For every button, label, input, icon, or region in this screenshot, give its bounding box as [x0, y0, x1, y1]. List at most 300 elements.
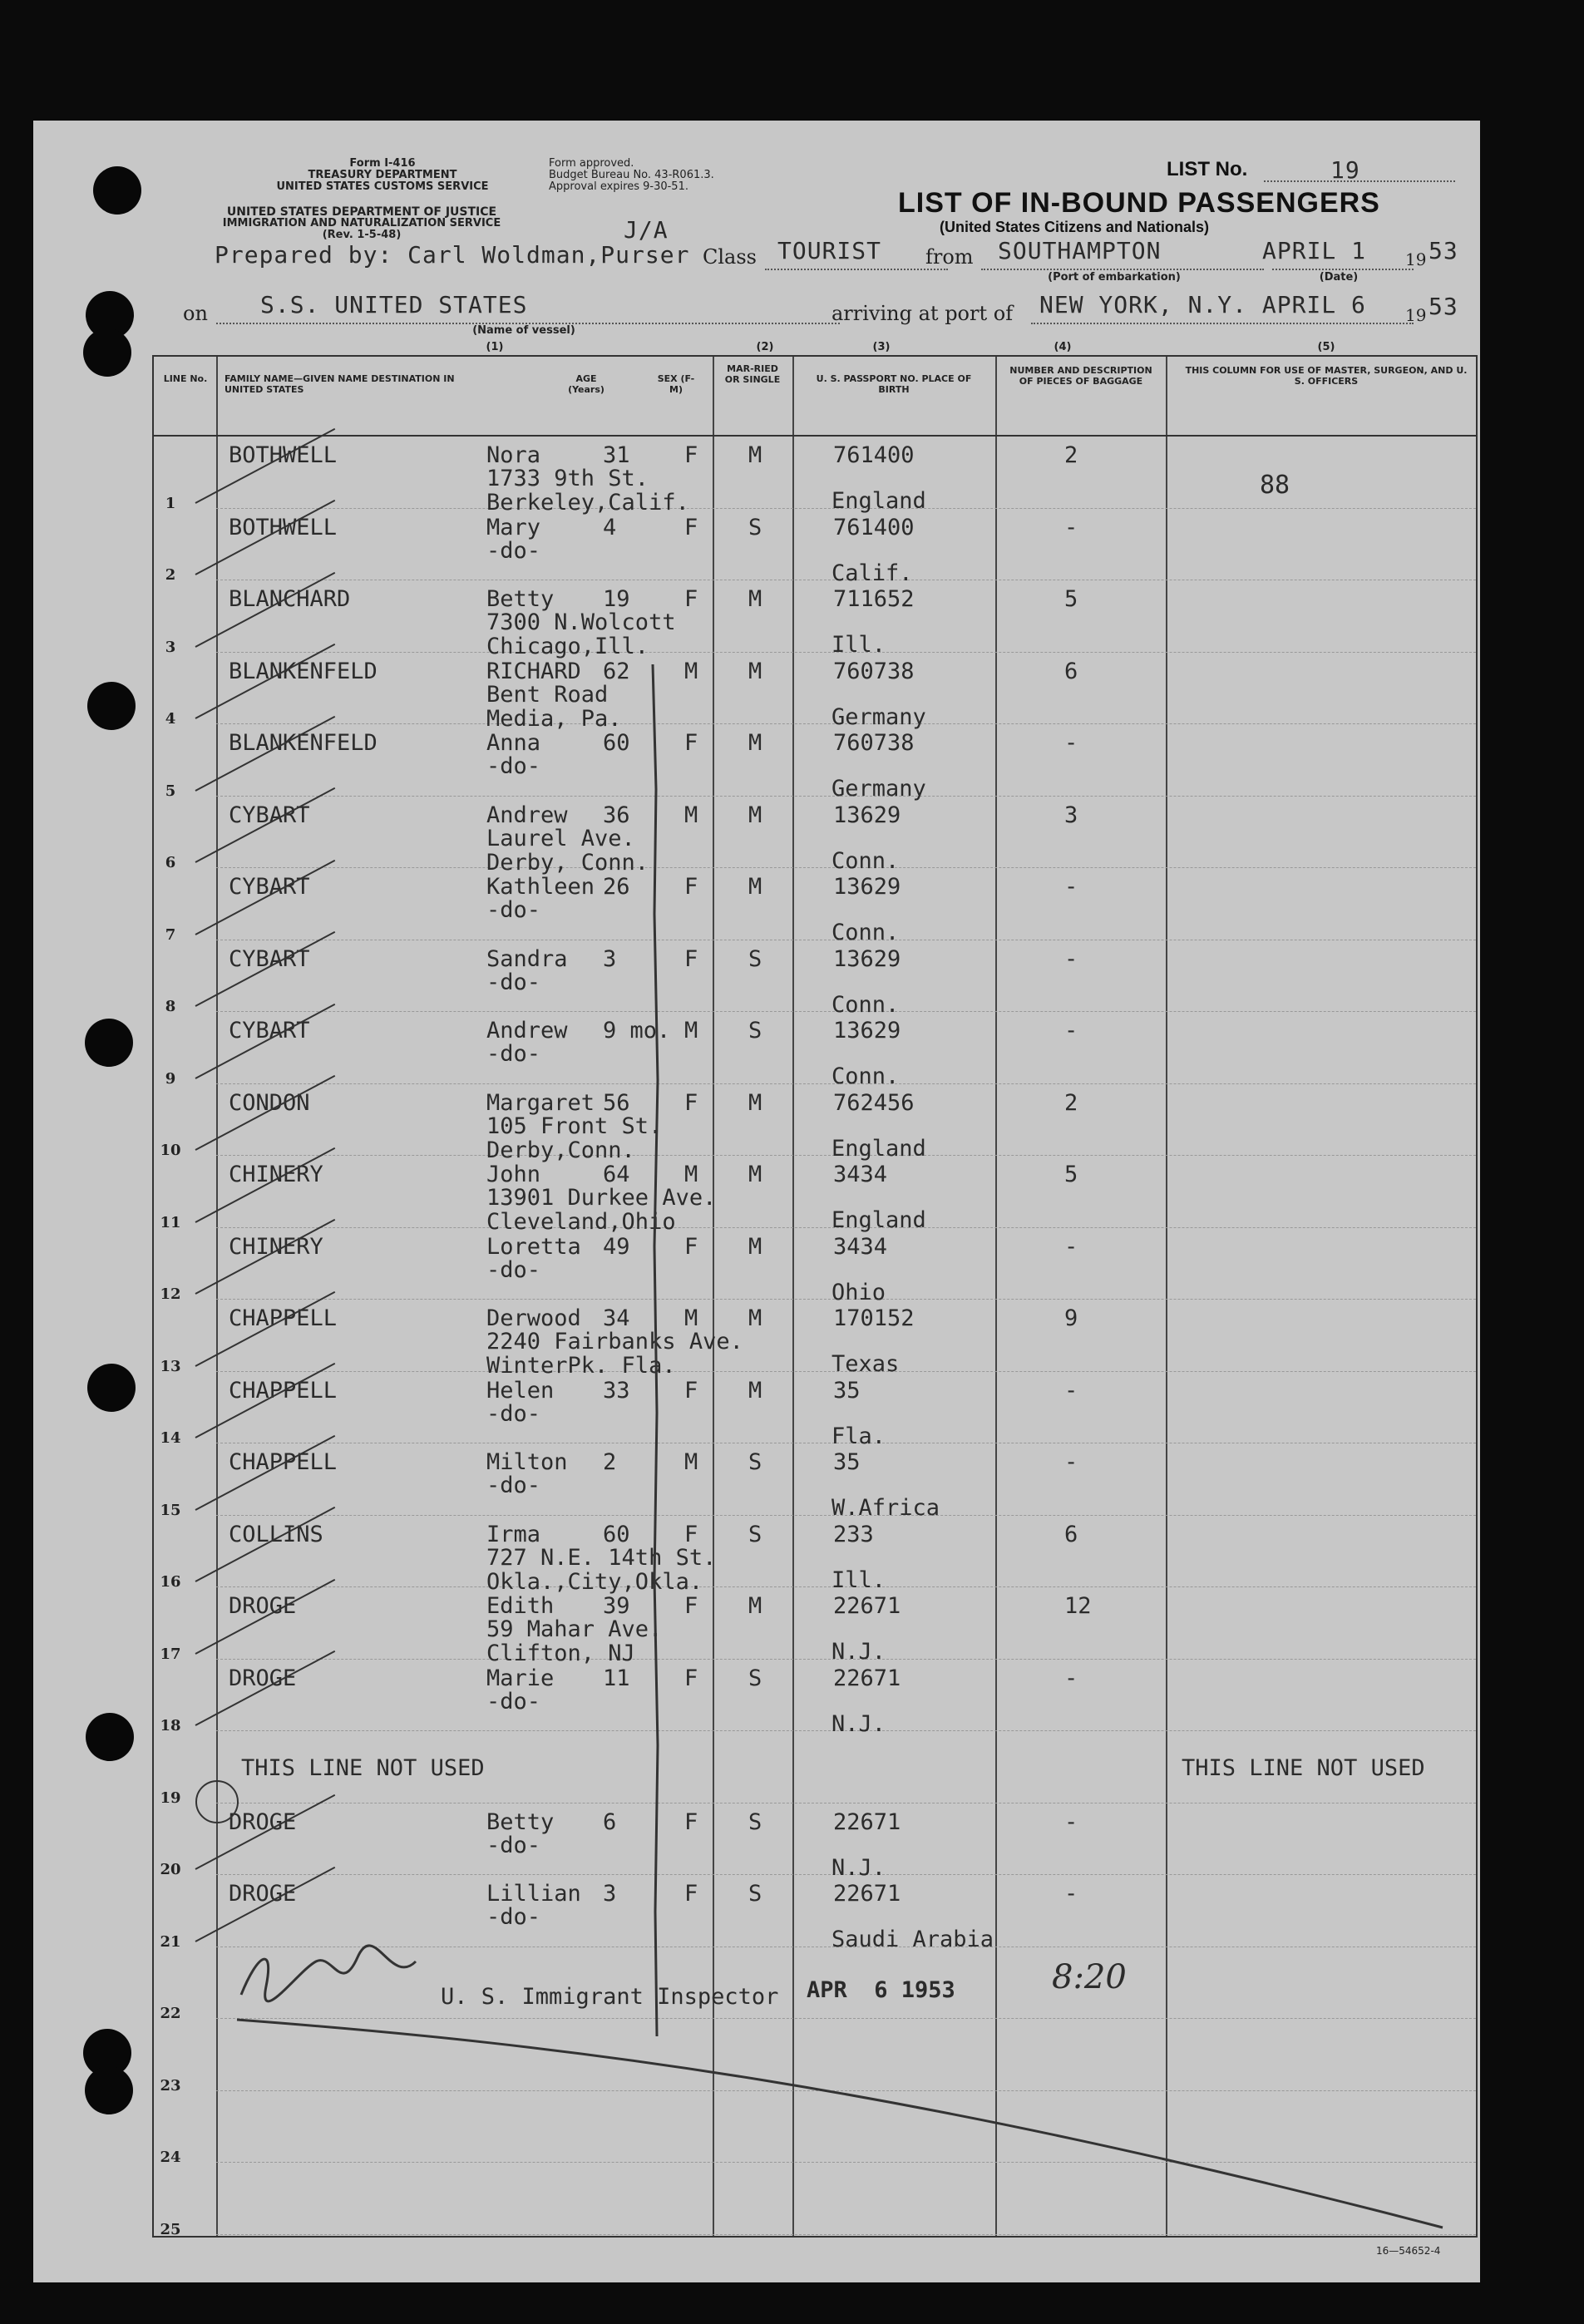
family-name: CYBART	[229, 802, 310, 828]
family-name: DROGE	[229, 1593, 297, 1619]
age: 60	[603, 1521, 630, 1547]
vessel-name: S.S. UNITED STATES	[260, 291, 528, 318]
date-line	[1272, 269, 1414, 270]
approval-line: Approval expires 9-30-51.	[549, 180, 688, 193]
baggage-count: -	[1064, 514, 1078, 540]
passport-number: 13629	[833, 945, 901, 972]
check-mark	[195, 1075, 336, 1151]
passport-number: 233	[833, 1521, 874, 1547]
from-line	[981, 269, 1264, 270]
check-mark	[195, 1578, 336, 1654]
age: 6	[603, 1808, 617, 1835]
family-name: DROGE	[229, 1808, 297, 1835]
approval-line: Form approved.	[549, 157, 634, 170]
passport-number: 35	[833, 1449, 861, 1475]
line-19-circle	[195, 1780, 239, 1823]
sex: M	[684, 1018, 698, 1044]
passport-number: 13629	[833, 1018, 901, 1044]
passport-number: 760738	[833, 730, 915, 756]
footer-code: 16—54652-4	[1376, 2245, 1441, 2257]
inspector-caption: U. S. Immigrant Inspector	[441, 1984, 779, 2010]
birthplace: Germany	[831, 703, 926, 730]
family-name: CHAPPELL	[229, 1305, 338, 1331]
birthplace: N.J.	[831, 1710, 886, 1737]
line-not-used-left: THIS LINE NOT USED	[241, 1755, 485, 1781]
passport-number: 170152	[833, 1305, 915, 1331]
given-name: Kathleen	[486, 874, 595, 900]
marital-status: S	[748, 514, 762, 540]
punch-hole	[87, 682, 136, 730]
birthplace: Conn.	[831, 1063, 900, 1089]
table-row	[154, 509, 1476, 586]
approval-line: Budget Bureau No. 43-R061.3.	[549, 169, 714, 181]
table-row	[154, 653, 1476, 732]
class-line	[765, 269, 948, 270]
marital-status: S	[748, 945, 762, 972]
embark-port: SOUTHAMPTON	[998, 237, 1162, 264]
sex: F	[684, 1377, 698, 1404]
destination: -do-	[486, 1256, 541, 1283]
birthplace: Conn.	[831, 920, 900, 945]
punch-hole	[93, 166, 141, 215]
line-number: 18	[160, 1717, 181, 1734]
baggage-count: -	[1064, 1881, 1078, 1907]
line-number: 8	[165, 998, 176, 1015]
on-label: on	[183, 302, 208, 325]
family-name: CHAPPELL	[229, 1377, 338, 1404]
marital-status: M	[748, 1233, 762, 1260]
line-number: 3	[165, 638, 176, 656]
line-number: 17	[160, 1645, 181, 1663]
table-row	[154, 724, 1476, 802]
birthplace: Germany	[831, 776, 926, 802]
table-row	[154, 797, 1476, 876]
marital-status: M	[748, 442, 762, 468]
line-number: 25	[160, 2220, 181, 2238]
sex: M	[684, 1162, 698, 1187]
given-name: Milton	[486, 1449, 568, 1475]
given-name: Loretta	[486, 1233, 581, 1260]
col-line-header: LINE No.	[163, 373, 208, 384]
age: 34	[603, 1305, 630, 1331]
birthplace: Calif.	[831, 560, 913, 586]
given-name: Nora	[486, 442, 541, 468]
marital-status: M	[748, 1593, 762, 1619]
class-value: TOURIST	[777, 237, 882, 264]
service-name: UNITED STATES CUSTOMS SERVICE	[276, 180, 489, 193]
sex: F	[684, 1521, 698, 1547]
check-mark	[195, 859, 336, 935]
age: 56	[603, 1089, 630, 1116]
officer-note: 88	[1260, 471, 1290, 500]
line-number: 12	[160, 1285, 181, 1303]
family-name: CYBART	[229, 945, 310, 972]
col-number-5: (5)	[1317, 341, 1335, 353]
check-mark	[195, 1003, 336, 1078]
class-label: Class	[703, 245, 757, 269]
line-number: 15	[160, 1501, 181, 1519]
punch-hole	[87, 1364, 136, 1412]
table-row	[154, 868, 1476, 945]
destination: -do-	[486, 753, 541, 779]
line-number: 20	[160, 1861, 181, 1878]
table-row	[154, 940, 1476, 1018]
destination: 13901 Durkee Ave. Cleveland,Ohio	[486, 1185, 717, 1235]
sex: M	[684, 658, 698, 684]
baggage-count: -	[1064, 1018, 1078, 1044]
baggage-count: -	[1064, 1233, 1078, 1260]
sex: M	[684, 1449, 698, 1475]
baggage-count: -	[1064, 874, 1078, 900]
passport-number: 22671	[833, 1593, 901, 1619]
punch-hole	[86, 1713, 134, 1761]
sex: M	[684, 802, 698, 828]
given-name: Derwood	[486, 1305, 581, 1331]
sex: F	[684, 945, 698, 972]
punch-hole	[85, 2066, 133, 2114]
given-name: RICHARD	[486, 658, 581, 684]
destination: 2240 Fairbanks Ave. WinterPk. Fla.	[486, 1329, 743, 1379]
age: 60	[603, 730, 630, 756]
destination: 7300 N.Wolcott Chicago,Ill.	[486, 609, 676, 659]
col-number-4: (4)	[1054, 341, 1072, 353]
baggage-count: 6	[1064, 658, 1078, 684]
table-row	[154, 1587, 1476, 1666]
col-passport-header: U. S. PASSPORT NO. PLACE OF BIRTH	[816, 373, 972, 395]
passport-number: 761400	[833, 442, 915, 468]
col-number-2: (2)	[756, 341, 774, 353]
baggage-count: 12	[1064, 1593, 1092, 1619]
age: 64	[603, 1162, 630, 1187]
birthplace: England	[831, 1135, 926, 1162]
baggage-count: 5	[1064, 1162, 1078, 1187]
marital-status: M	[748, 874, 762, 900]
table-row	[154, 1372, 1476, 1449]
family-name: BOTHWELL	[229, 442, 338, 468]
family-name: CONDON	[229, 1089, 310, 1116]
age: 11	[603, 1665, 630, 1691]
col-age-header: AGE (Years)	[568, 373, 604, 395]
table-row	[154, 1443, 1476, 1521]
family-name: BLANCHARD	[229, 586, 351, 612]
col-married-header: MAR-RIED OR SINGLE	[724, 363, 781, 385]
punch-hole	[85, 1019, 133, 1067]
passport-number: 762456	[833, 1089, 915, 1116]
line-number: 7	[165, 925, 176, 944]
passport-number: 22671	[833, 1808, 901, 1835]
destination: 105 Front St. Derby,Conn.	[486, 1113, 663, 1163]
destination: -do-	[486, 1832, 541, 1858]
family-name: COLLINS	[229, 1521, 323, 1547]
passport-number: 3434	[833, 1162, 888, 1187]
vessel-caption: (Name of vessel)	[472, 324, 575, 337]
line-number: 10	[160, 1142, 181, 1159]
family-name: BOTHWELL	[229, 514, 338, 540]
col-number-3: (3)	[872, 341, 891, 353]
table-row	[154, 1228, 1476, 1305]
given-name: Betty	[486, 586, 555, 612]
marital-status: M	[748, 1305, 762, 1331]
line-number: 9	[165, 1069, 176, 1088]
check-mark	[195, 1650, 336, 1726]
baggage-count: -	[1064, 1449, 1078, 1475]
marital-status: M	[748, 730, 762, 756]
age: 49	[603, 1233, 630, 1260]
port-caption: (Port of embarkation)	[1048, 271, 1181, 284]
sex: F	[684, 1808, 698, 1835]
year-prefix-2: 19	[1405, 305, 1427, 325]
passport-number: 22671	[833, 1881, 901, 1907]
col-baggage-header: NUMBER AND DESCRIPTION OF PIECES OF BAGGAGE	[1009, 365, 1152, 387]
family-name: DROGE	[229, 1665, 297, 1691]
birthplace: Fla.	[831, 1423, 886, 1449]
given-name: Anna	[486, 730, 541, 756]
birthplace: Ill.	[831, 632, 886, 658]
bracket-mark	[644, 664, 669, 2036]
line-number: 14	[160, 1429, 181, 1447]
marital-status: S	[748, 1521, 762, 1547]
passport-number: 761400	[833, 514, 915, 540]
table-row	[154, 1084, 1476, 1163]
table-row	[154, 580, 1476, 659]
diagonal-cancel-line	[154, 1995, 1476, 2244]
handwritten-time: 8:20	[1052, 1958, 1127, 1996]
baggage-count: -	[1064, 1808, 1078, 1835]
sex: F	[684, 586, 698, 612]
line-number: 1	[165, 494, 176, 512]
date-caption: (Date)	[1319, 271, 1359, 284]
age: 31	[603, 442, 630, 468]
form-header-left	[233, 158, 532, 193]
line-number: 24	[160, 2149, 181, 2166]
sex: F	[684, 1089, 698, 1116]
family-name: CYBART	[229, 1018, 310, 1044]
given-name: Irma	[486, 1521, 541, 1547]
col-name-header: FAMILY NAME—GIVEN NAME DESTINATION IN UNITED STATES	[225, 373, 455, 395]
table-row	[154, 1516, 1476, 1595]
birthplace: N.J.	[831, 1854, 886, 1881]
baggage-count: 2	[1064, 442, 1078, 468]
marital-status: S	[748, 1808, 762, 1835]
line-number: 11	[160, 1213, 181, 1231]
line-number: 4	[165, 710, 176, 728]
marital-status: S	[748, 1665, 762, 1691]
baggage-count: 6	[1064, 1521, 1078, 1547]
destination: -do-	[486, 1041, 541, 1067]
passport-number: 760738	[833, 658, 915, 684]
family-name: BLANKENFELD	[229, 730, 377, 756]
age: 33	[603, 1377, 630, 1404]
col-sex-header: SEX (F-M)	[657, 373, 695, 395]
marital-status: M	[748, 658, 762, 684]
passport-number: 3434	[833, 1233, 888, 1260]
given-name: Andrew	[486, 802, 568, 828]
destination: 1733 9th St. Berkeley,Calif.	[486, 466, 689, 516]
table-row	[154, 1300, 1476, 1379]
baggage-count: 2	[1064, 1089, 1078, 1116]
passport-number: 22671	[833, 1665, 901, 1691]
arrival-stamp: APR 6 1953	[807, 1977, 955, 2003]
col-number-1: (1)	[486, 341, 504, 353]
line-number: 5	[165, 782, 176, 800]
family-name: CHINERY	[229, 1162, 323, 1187]
family-name: BLANKENFELD	[229, 658, 377, 684]
sex: F	[684, 874, 698, 900]
passport-number: 711652	[833, 586, 915, 612]
birthplace: Saudi Arabia	[831, 1927, 994, 1952]
revision: (Rev. 1-5-48)	[322, 229, 402, 241]
baggage-count: 5	[1064, 586, 1078, 612]
passport-number: 13629	[833, 802, 901, 828]
table-row	[154, 1012, 1476, 1089]
list-number-label: LIST No.	[1167, 158, 1248, 180]
prepared-by: Prepared by: Carl Woldman,Purser	[215, 241, 690, 269]
given-name: Lillian	[486, 1881, 581, 1907]
line-number: 16	[160, 1573, 181, 1591]
birthplace: Ohio	[831, 1279, 886, 1305]
age: 3	[603, 945, 617, 972]
arrival-line	[1031, 323, 1414, 324]
sex: F	[684, 1233, 698, 1260]
marital-status: M	[748, 1377, 762, 1404]
form-approval	[549, 158, 765, 193]
punch-hole	[83, 328, 131, 377]
destination: -do-	[486, 537, 541, 564]
family-name: CYBART	[229, 874, 310, 900]
check-mark	[195, 1866, 336, 1942]
marital-status: M	[748, 1162, 762, 1187]
ja-mark: J/A	[624, 216, 669, 244]
birthplace: W.Africa	[831, 1495, 940, 1521]
age: 36	[603, 802, 630, 828]
baggage-count: -	[1064, 730, 1078, 756]
birthplace: Conn.	[831, 847, 900, 874]
given-name: Andrew	[486, 1018, 568, 1044]
embark-date: APRIL 1	[1262, 237, 1367, 264]
birthplace: England	[831, 1207, 926, 1233]
given-name: Helen	[486, 1377, 555, 1404]
baggage-count: -	[1064, 1377, 1078, 1404]
given-name: Mary	[486, 514, 541, 540]
arrival-port-date: NEW YORK, N.Y. APRIL 6	[1039, 291, 1366, 318]
age: 9 mo.	[603, 1018, 671, 1044]
line-number: 23	[160, 2076, 181, 2095]
destination: -do-	[486, 897, 541, 923]
age: 39	[603, 1593, 630, 1619]
sex: F	[684, 442, 698, 468]
destination: -do-	[486, 1473, 541, 1498]
passport-number: 13629	[833, 874, 901, 900]
baggage-count: 9	[1064, 1305, 1078, 1331]
destination: 59 Mahar Ave. Clifton, NJ	[486, 1616, 663, 1666]
arriving-label: arriving at port of	[831, 302, 1014, 325]
marital-status: M	[748, 802, 762, 828]
sex: F	[684, 1593, 698, 1619]
table-row	[154, 1660, 1476, 1737]
family-name: CHAPPELL	[229, 1449, 338, 1475]
birthplace: N.J.	[831, 1639, 886, 1665]
col-officers-header: THIS COLUMN FOR USE OF MASTER, SURGEON, AND U. S. OFFICERS	[1185, 365, 1468, 387]
passport-number: 35	[833, 1377, 861, 1404]
line-number: 6	[165, 854, 176, 871]
destination: Bent Road Media, Pa.	[486, 681, 622, 732]
line-number: 19	[160, 1789, 181, 1807]
justice-header	[179, 206, 545, 241]
birthplace: Conn.	[831, 991, 900, 1018]
sex: F	[684, 1665, 698, 1691]
age: 2	[603, 1449, 617, 1475]
marital-status: S	[748, 1881, 762, 1907]
age: 26	[603, 874, 630, 900]
age: 62	[603, 658, 630, 684]
marital-status: M	[748, 586, 762, 612]
sex: M	[684, 1305, 698, 1331]
list-number-value: 19	[1330, 156, 1360, 184]
baggage-count: 3	[1064, 802, 1078, 828]
table-row	[154, 1803, 1476, 1881]
line-number: 13	[160, 1357, 181, 1375]
arrival-year: 53	[1429, 293, 1458, 320]
from-label: from	[925, 245, 974, 269]
family-name: DROGE	[229, 1881, 297, 1907]
destination: -do-	[486, 1688, 541, 1715]
given-name: Sandra	[486, 945, 568, 972]
line-number: 21	[160, 1932, 181, 1951]
destination: -do-	[486, 1904, 541, 1930]
marital-status: S	[748, 1449, 762, 1475]
ins-name: IMMIGRATION AND NATURALIZATION SERVICE	[222, 217, 501, 229]
marital-status: M	[748, 1089, 762, 1116]
justice-name: UNITED STATES DEPARTMENT OF JUSTICE	[226, 205, 497, 219]
check-mark	[195, 931, 336, 1007]
birthplace: Ill.	[831, 1567, 886, 1593]
age: 4	[603, 514, 617, 540]
sex: F	[684, 514, 698, 540]
document-title: LIST OF IN-BOUND PASSENGERS	[898, 187, 1380, 219]
age: 19	[603, 586, 630, 612]
form-number: Form I-416	[349, 157, 416, 170]
baggage-count: -	[1064, 945, 1078, 972]
given-name: Betty	[486, 1808, 555, 1835]
given-name: Edith	[486, 1593, 555, 1619]
marital-status: S	[748, 1018, 762, 1044]
given-name: John	[486, 1162, 541, 1187]
document-subtitle: (United States Citizens and Nationals)	[940, 219, 1210, 235]
embark-year: 53	[1429, 237, 1458, 264]
line-number: 2	[165, 566, 176, 584]
line-number: 22	[160, 2005, 181, 2022]
sex: F	[684, 730, 698, 756]
line-not-used-right: THIS LINE NOT USED	[1182, 1755, 1425, 1781]
sex: F	[684, 1881, 698, 1907]
dept-name: TREASURY DEPARTMENT	[308, 169, 457, 181]
destination: -do-	[486, 1400, 541, 1427]
given-name: Margaret	[486, 1089, 595, 1116]
baggage-count: -	[1064, 1665, 1078, 1691]
birthplace: England	[831, 488, 926, 514]
table-row	[154, 1156, 1476, 1235]
destination: 727 N.E. 14th St. Okla.,City,Okla.	[486, 1544, 717, 1595]
age: 3	[603, 1881, 617, 1907]
check-mark	[195, 787, 336, 863]
year-prefix: 19	[1405, 249, 1427, 269]
destination: -do-	[486, 969, 541, 995]
passenger-table	[152, 355, 1478, 2238]
family-name: CHINERY	[229, 1233, 323, 1260]
birthplace: Texas	[831, 1351, 900, 1377]
given-name: Marie	[486, 1665, 555, 1691]
destination: Laurel Ave. Derby, Conn.	[486, 825, 649, 876]
